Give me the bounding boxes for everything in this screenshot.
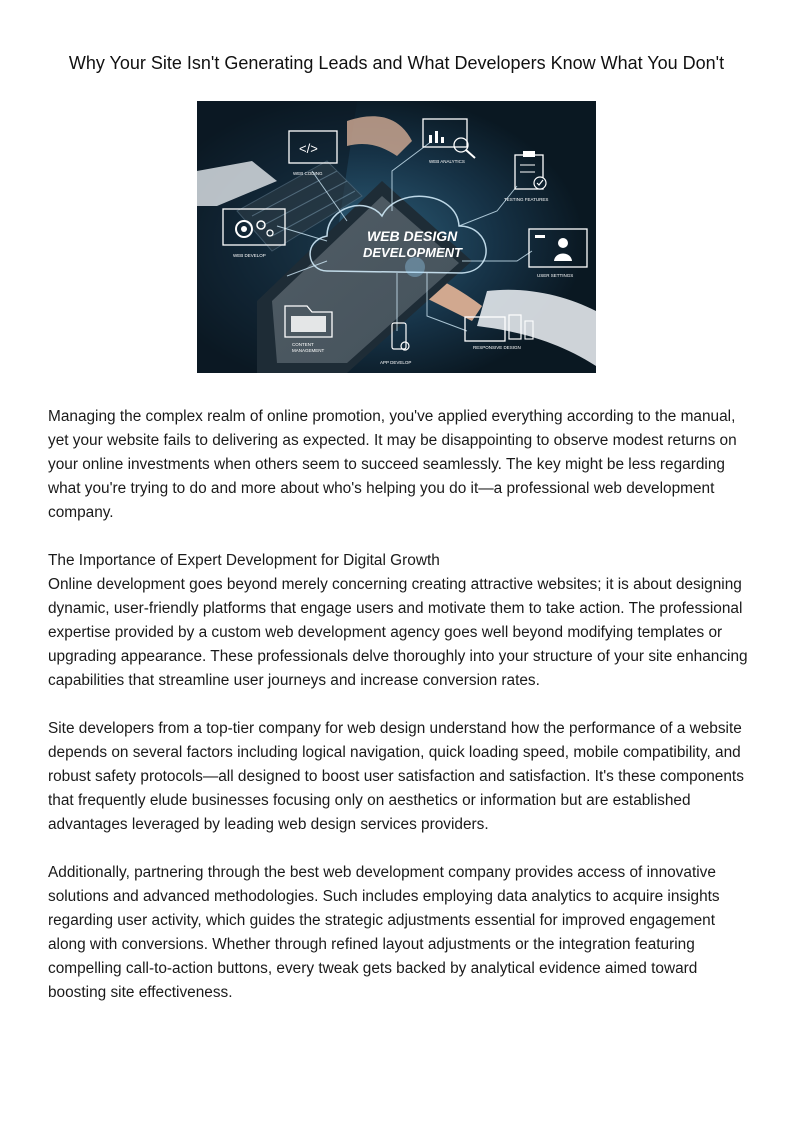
intro-paragraph: Managing the complex realm of online promotion, you've applied everything according to the manual, yet your website fails to delivering as expected. It may be disappointing to observe modest returns on your online investments when others seem to succeed seamlessly. The key might be less regarding what you're trying to do and more about who's helping you do it—a professional web development company.: [48, 408, 737, 521]
touch-glow: [405, 257, 425, 277]
label-content-line2: MANAGEMENT: [292, 348, 325, 353]
label-web-coding: WEB CODING: [293, 171, 323, 176]
section-heading: The Importance of Expert Development for Digital Growth: [48, 552, 440, 569]
label-content-line1: CONTENT: [292, 342, 314, 347]
article-body: [48, 405, 748, 1029]
main-label-line1: WEB DESIGN: [367, 228, 458, 244]
label-user-settings: USER SETTINGS: [537, 273, 574, 278]
label-app-develop: APP DEVELOP: [380, 360, 412, 365]
label-responsive-design: RESPONSIVE DESIGN: [473, 345, 521, 350]
label-testing-features: TESTING FEATURES: [504, 197, 549, 202]
hero-image: [197, 101, 596, 373]
article-title: Why Your Site Isn't Generating Leads and What Developers Know What You Don't: [68, 53, 725, 73]
main-label-line2: DEVELOPMENT: [363, 245, 462, 260]
label-web-analytics: WEB ANALYTICS: [429, 159, 465, 164]
label-web-develop: WEB DEVELOP: [233, 253, 266, 258]
paragraph-performance: Site developers from a top-tier company for web design understand how the performance of a website depends on several factors including logical navigation, quick loading speed, mobile compatibility, and robust safety protocols—all designed to boost user satisfaction and satisfaction. It's these components that frequently elude businesses focusing only on aesthetics or information but are established advantages leveraged by leading web design services providers.: [48, 720, 744, 833]
code-glyph: </>: [299, 141, 318, 156]
paragraph-expertise: Online development goes beyond merely concerning creating attractive websites; it is about designing dynamic, user-friendly platforms that engage users and motivate them to take action. The professional expertise provided by a custom web development agency goes well beyond modifying templates or upgrading appearance. These professionals delve thoroughly into your structure of your site enhancing capabilities that streamline user journeys and increase conversion rates.: [48, 576, 748, 689]
hero-illustration: [197, 101, 596, 373]
paragraph-partnering: Additionally, partnering through the best web development company provides access of innovative solutions and advanced methodologies. Such includes employing data analytics to acquire insights regarding user activity, which guides the strategic adjustments essential for improved engagement along with conversions. Whether through refined layout adjustments or the integration featuring compelling call-to-action buttons, every tweak gets backed by analytical evidence aimed toward boosting site effectiveness.: [48, 864, 720, 1001]
